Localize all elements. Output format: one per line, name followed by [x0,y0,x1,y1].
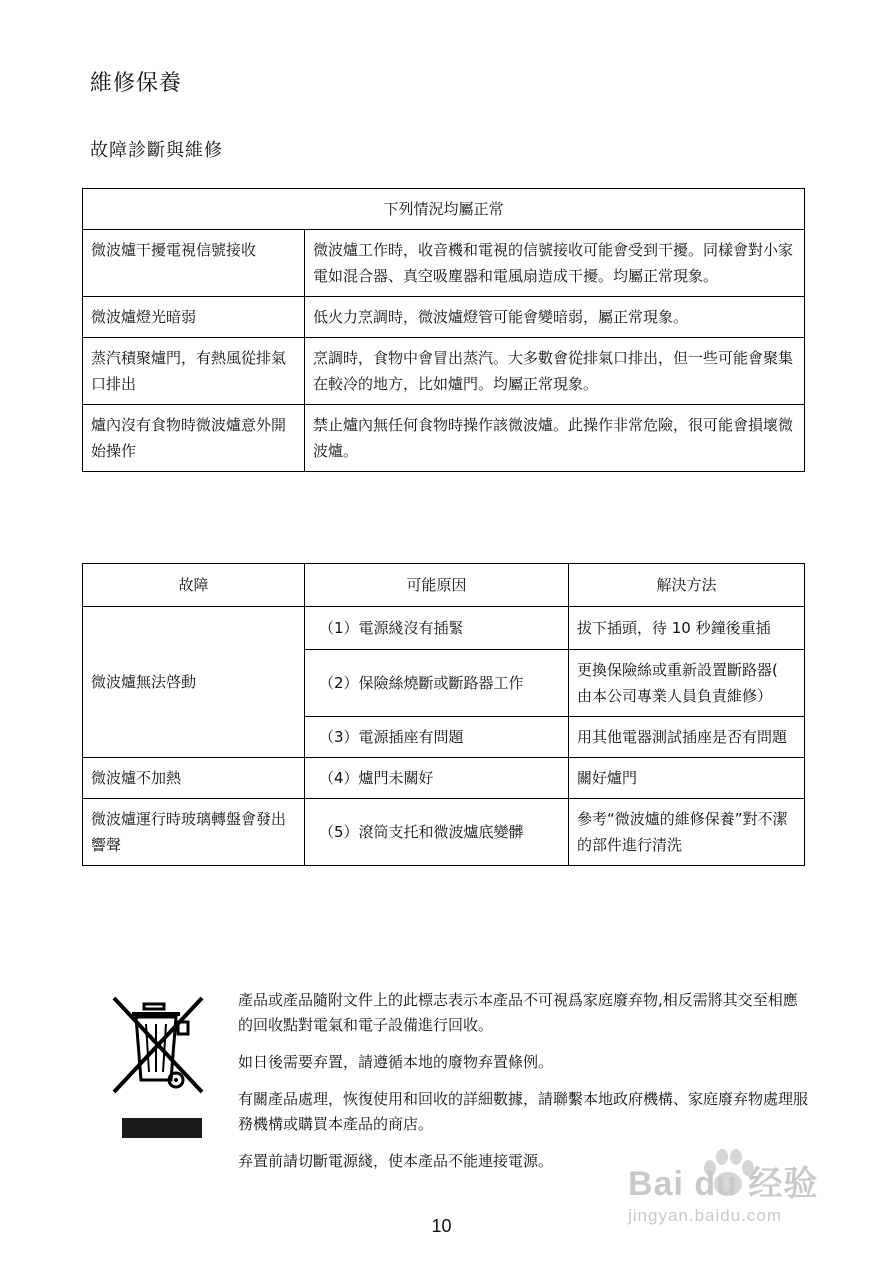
table-row [83,338,805,405]
column-header-fault: 故障 [83,564,305,607]
disposal-paragraph: 產品或產品隨附文件上的此標志表示本產品不可視爲家庭廢弃物,相反需將其交至相應的回收點對電氣和電子設備進行回收。 [238,991,798,1034]
normal-table-header: 下列情況均屬正常 [83,189,805,230]
column-header-cause: 可能原因 [305,564,569,607]
situation-cell: 微波爐燈光暗弱 [83,297,305,338]
situation-cell: 爐內沒有食物時微波爐意外開始操作 [83,405,305,472]
disposal-paragraph: 如日後需要弃置，請遵循本地的廢物弃置條例。 [238,1053,554,1071]
normal-conditions-table [82,188,805,472]
section-subtitle: 故障診斷與維修 [90,140,223,161]
situation-cell: 蒸汽積聚爐門，有熱風從排氣口排出 [83,338,305,405]
solution-cell: 參考“微波爐的維修保養”對不潔的部件進行清洗 [569,799,805,866]
cause-cell: （1）電源綫沒有插緊 [305,607,569,650]
page-title: 維修保養 [90,71,183,96]
table-row [83,230,805,297]
solution-cell: 關好爐門 [569,758,805,799]
table-row [83,758,805,799]
description-cell: 微波爐工作時，收音機和電視的信號接收可能會受到干擾。同樣會對小家電如混合器、真空吸塵器和電風扇造成干擾。均屬正常現象。 [305,230,805,297]
solution-cell: 拔下插頭，待 10 秒鐘後重插 [569,607,805,650]
troubleshooting-table [82,563,805,866]
cause-cell: （2）保險絲燒斷或斷路器工作 [305,650,569,717]
description-cell: 烹調時，食物中會冒出蒸汽。大多數會從排氣口排出，但一些可能會聚集在較冷的地方，比如爐門。均屬正常現象。 [305,338,805,405]
table-row [83,607,805,650]
solution-cell: 更換保險絲或重新設置斷路器( 由本公司專業人員負責維修） [569,650,805,717]
page-number: 10 [431,1216,452,1236]
table-row [83,799,805,866]
fault-cell: 微波爐運行時玻璃轉盤會發出響聲 [83,799,305,866]
disposal-paragraph: 有關產品處理，恢復使用和回收的詳細數據，請聯繫本地政府機構、家庭廢弃物處理服務機構或購買本產品的商店。 [238,1090,809,1133]
cause-cell: （3）電源插座有問題 [305,717,569,758]
weee-crossed-bin-icon [108,992,208,1146]
column-header-solution: 解決方法 [569,564,805,607]
solution-cell: 用其他電器測試插座是否有問題 [569,717,805,758]
table-row [83,405,805,472]
table-row [83,297,805,338]
table-header-row [83,564,805,607]
disposal-paragraph: 弃置前請切斷電源綫，使本產品不能連接電源。 [238,1152,554,1170]
watermark-url: jingyan.baidu.com [628,1206,783,1225]
fault-cell: 微波爐無法啓動 [83,607,305,758]
description-cell: 禁止爐內無任何食物時操作該微波爐。此操作非常危險，很可能會損壞微波爐。 [305,405,805,472]
cause-cell: （4）爐門未關好 [305,758,569,799]
cause-cell: （5）滾筒支托和微波爐底變髒 [305,799,569,866]
watermark-logo: Bai du 经验 [628,1165,819,1203]
description-cell: 低火力烹調時，微波爐燈管可能會變暗弱，屬正常現象。 [305,297,805,338]
fault-cell: 微波爐不加熱 [83,758,305,799]
situation-cell: 微波爐干擾電視信號接收 [83,230,305,297]
